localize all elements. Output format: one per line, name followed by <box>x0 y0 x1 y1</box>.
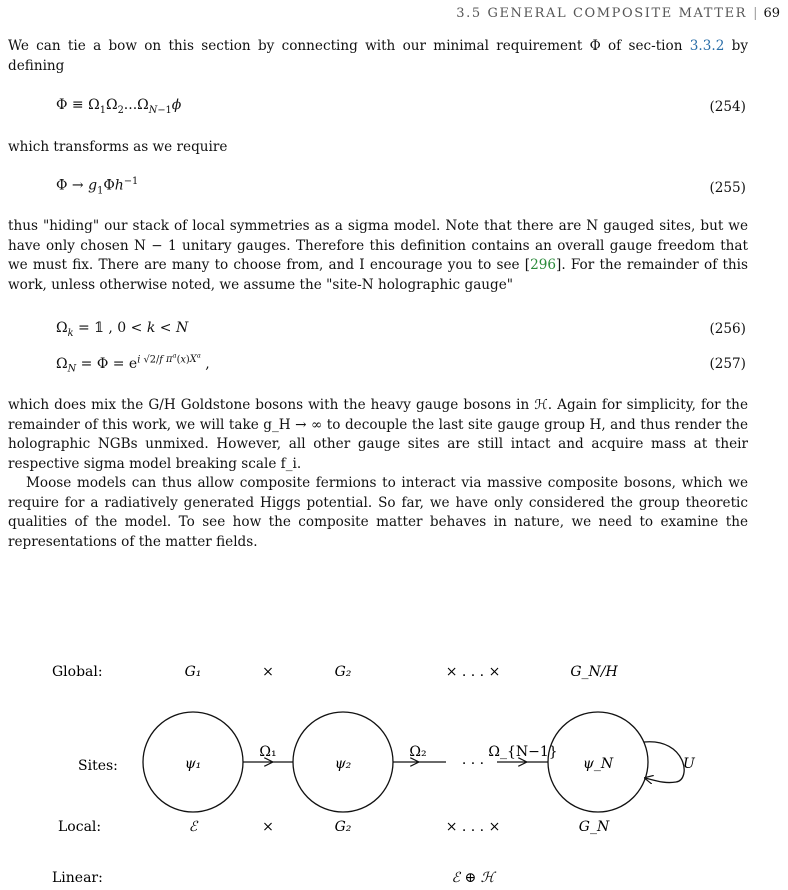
global-dots: × . . . × <box>445 664 501 680</box>
site-psin: ψ_N <box>582 756 614 772</box>
paragraph-2: which transforms as we require <box>8 139 228 155</box>
global-times: × <box>262 664 274 680</box>
running-header: 3.5 GENERAL COMPOSITE MATTER | 69 <box>456 6 780 21</box>
linear-sum: ℰ ⊕ ℋ <box>451 870 495 886</box>
local-times: × <box>262 819 274 835</box>
paragraph-3: thus "hiding" our stack of local symmetries as a sigma model. Note that there are N gauged sites, but we have only chosen N − 1 unitary gauges. Therefore this definition contains an overall gauge freedom that we must fix. There are many to choose from, and I encourage you to see [296]. For the remainder of this work, unless otherwise noted, we assume the "site-N holographic gauge" <box>8 218 748 293</box>
link-omega1-label: Ω₁ <box>259 744 277 760</box>
equation-number-255: (255) <box>709 180 746 196</box>
equation-number-257: (257) <box>709 356 746 372</box>
equation-254: $\Phi \equiv \Omega_1\Omega_2...\Omega_{N-1}\phi$ <box>56 97 182 116</box>
equation-number-256: (256) <box>709 321 746 337</box>
paragraph-5: Moose models can thus allow composite fermions to interact via massive composite bosons, which we require for a radiatively generated Higgs potential. So far, we have only considered the group theoretic qualities of the model. To see how the composite matter behaves in nature, we need to examine the representations of the matter fields. <box>8 475 748 550</box>
self-loop-arrow <box>645 778 676 783</box>
link-omegan-label: Ω_{N−1} <box>488 744 558 760</box>
equation-255: $\Phi \to g_1\Phi h^{-1}$ <box>56 176 139 197</box>
label-linear: Linear: <box>52 870 103 886</box>
local-gn: G_N <box>578 819 610 835</box>
moose-diagram <box>0 630 788 890</box>
local-g2: G₂ <box>334 819 352 835</box>
site-psi2: ψ₂ <box>334 756 352 772</box>
global-gn: G_N/H <box>570 664 618 680</box>
label-sites: Sites: <box>78 758 118 774</box>
label-global: Global: <box>52 664 103 680</box>
local-e: ℰ <box>188 819 198 835</box>
label-local: Local: <box>58 819 102 835</box>
page-number: 69 <box>763 6 780 21</box>
header-section: 3.5 GENERAL COMPOSITE MATTER <box>456 6 748 21</box>
self-loop-u: U <box>683 756 695 772</box>
global-g1: G₁ <box>184 664 202 680</box>
local-dots: × . . . × <box>445 819 501 835</box>
site-psi1: ψ₁ <box>184 756 202 772</box>
equation-number-254: (254) <box>709 99 746 115</box>
paragraph-4: which does mix the G/H Goldstone bosons with the heavy gauge bosons in ℋ. Again for simplicity, for the remainder of this work, we will take g_H → ∞ to decouple the last site gauge group H, and thus render the holographic NGBs unmixed. However, all other gauge sites are still intact and acquire mass at their respective sigma model breaking scale f_i. <box>8 397 748 472</box>
equation-256: $\Omega_k$ = 𝟙 , 0 < k < N <box>56 320 189 339</box>
self-loop <box>644 742 684 782</box>
link-dots: · · · <box>461 756 485 772</box>
equation-257: $\Omega_N = \Phi = e^{i √2/f \pi^a(x)X^a}$ , <box>56 352 210 375</box>
citation-link[interactable]: 296 <box>530 257 557 273</box>
global-g2: G₂ <box>334 664 352 680</box>
section-link[interactable]: 3.3.2 <box>689 38 725 54</box>
link-omega2-label: Ω₂ <box>409 744 427 760</box>
paragraph-1: We can tie a bow on this section by connecting with our minimal requirement Φ of sec-tion 3.3.2 by defining <box>8 38 749 74</box>
